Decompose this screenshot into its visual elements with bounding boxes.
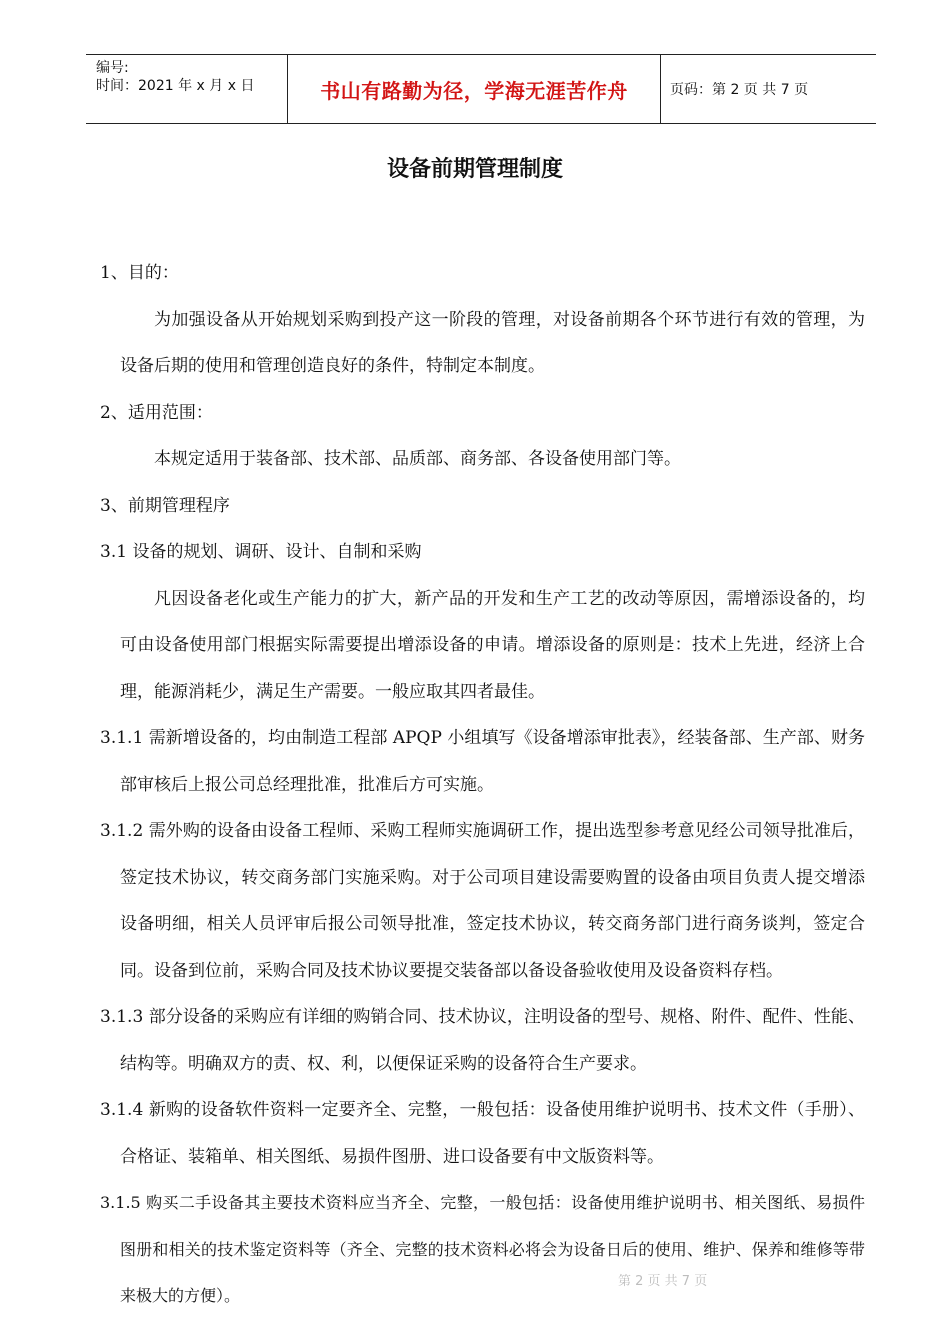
header-meta <box>96 59 286 95</box>
section-heading: 2、适用范围： <box>100 402 213 423</box>
clause-item: 3.1.4 新购的设备软件资料一定要齐全、完整，一般包括：设备使用维护说明书、技术文件（手册）、合格证、装箱单、相关图纸、易损件图册、进口设备要有中文版资料等。 <box>100 1100 865 1167</box>
page-header <box>86 54 876 124</box>
document-date: 时间：2021 年 x 月 x 日 <box>96 78 255 94</box>
document-title: 设备前期管理制度 <box>386 157 563 182</box>
subsection-heading: 3.1 设备的规划、调研、设计、自制和采购 <box>100 542 422 562</box>
clause-item: 3.1.3 部分设备的采购应有详细的购销合同、技术协议，注明设备的型号、规格、附件、配件、性能、结构等。明确双方的责、权、利，以便保证采购的设备符合生产要求。 <box>100 1007 865 1074</box>
clause-item: 3.1.5 购买二手设备其主要技术资料应当齐全、完整，一般包括：设备使用维护说明书、相关图纸、易损件图册和相关的技术鉴定资料等（齐全、完整的技术资料必将会为设备日后的使用、维护、保养和维修等带来极大的方便）。 <box>100 1193 865 1305</box>
section-heading: 1、目的： <box>100 263 179 283</box>
document-number-label: 编号: <box>96 60 129 76</box>
document-body <box>100 250 865 1320</box>
paragraph: 凡因设备老化或生产能力的扩大，新产品的开发和生产工艺的改动等原因，需增添设备的，均可由设备使用部门根据实际需要提出增添设备的申请。增添设备的原则是：技术上先进，经济上合理，能源消耗少，满足生产需要。一般应取其四者最佳。 <box>120 588 865 702</box>
section-heading: 3、前期管理程序 <box>100 495 230 516</box>
footer-page-watermark: 第 2 页 共 7 页 <box>618 1274 708 1289</box>
page-number: 页码：第 2 页 共 7 页 <box>670 82 809 98</box>
header-divider <box>660 55 661 123</box>
paragraph: 本规定适用于装备部、技术部、品质部、商务部、各设备使用部门等。 <box>154 449 681 469</box>
clause-item: 3.1.1 需新增设备的，均由制造工程部 APQP 小组填写《设备增添审批表》，经装备部、生产部、财务部审核后上报公司总经理批准，批准后方可实施。 <box>100 728 865 795</box>
header-motto: 书山有路勤为径，学海无涯苦作舟 <box>320 78 628 103</box>
clause-item: 3.1.2 需外购的设备由设备工程师、采购工程师实施调研工作，提出选型参考意见经公司领导批准后，签定技术协议，转交商务部门实施采购。对于公司项目建设需要购置的设备由项目负责人提交增添设备明细，相关人员评审后报公司领导批准，签定技术协议，转交商务部门进行商务谈判，签定合同。设备到位前，采购合同及技术协议要提交装备部以备设备验收使用及设备资料存档。 <box>100 821 865 981</box>
paragraph: 为加强设备从开始规划采购到投产这一阶段的管理，对设备前期各个环节进行有效的管理，为设备后期的使用和管理创造良好的条件，特制定本制度。 <box>120 309 865 376</box>
